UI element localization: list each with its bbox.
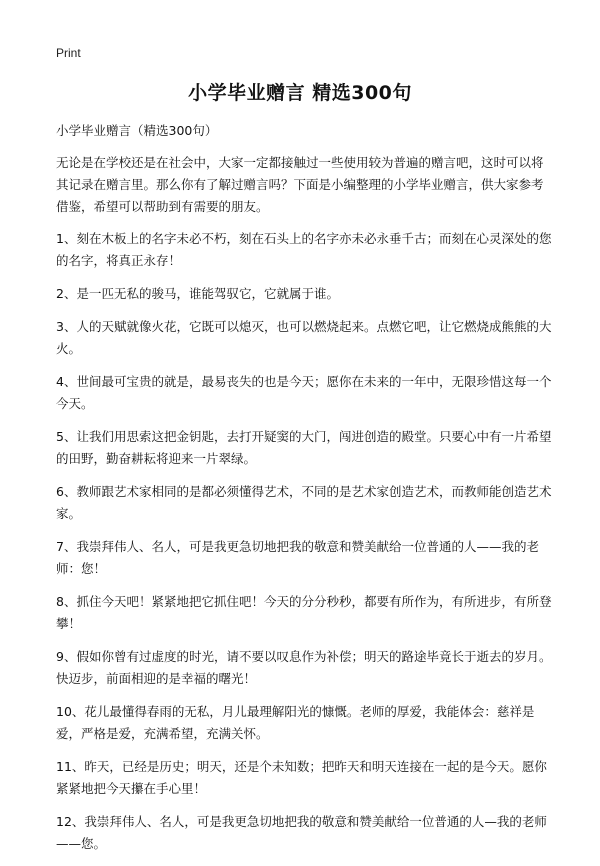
list-item: 4、世间最可宝贵的就是，最易丧失的也是今天；愿你在未来的一年中，无限珍惜这每一个今天。 xyxy=(56,374,552,411)
document-subtitle: 小学毕业赠言（精选300句） xyxy=(56,123,218,138)
page-title: 小学毕业赠言 精选300句 xyxy=(188,82,412,104)
list-item: 3、人的天赋就像火花，它既可以熄灭，也可以燃烧起来。点燃它吧，让它燃烧成熊熊的大火。 xyxy=(56,319,552,356)
list-item: 2、是一匹无私的骏马，谁能驾驭它，它就属于谁。 xyxy=(56,286,339,301)
list-item: 5、让我们用思索这把金钥匙，去打开疑窦的大门，闯进创造的殿堂。只要心中有一片希望的田野，勤奋耕耘将迎来一片翠绿。 xyxy=(56,429,552,466)
list-item: 12、我崇拜伟人、名人，可是我更急切地把我的敬意和赞美献给一位普通的人—我的老师——您。 xyxy=(56,814,547,851)
list-item: 8、抓住今天吧！紧紧地把它抓住吧！今天的分分秒秒，都要有所作为，有所进步，有所登攀！ xyxy=(56,594,552,631)
list-item: 7、我崇拜伟人、名人，可是我更急切地把我的敬意和赞美献给一位普通的人——我的老师：您！ xyxy=(56,539,539,576)
intro-paragraph: 无论是在学校还是在社会中，大家一定都接触过一些使用较为普遍的赠言吧，这时可以将其记录在赠言里。那么你有了解过赠言吗？下面是小编整理的小学毕业赠言，供大家参考借鉴，希望可以帮助到有需要的朋友。 xyxy=(56,155,544,214)
document-body xyxy=(56,120,552,866)
list-item: 9、假如你曾有过虚度的时光，请不要以叹息作为补偿；明天的路途毕竟长于逝去的岁月。快迈步，前面相迎的是幸福的曙光！ xyxy=(56,649,552,686)
list-item: 11、昨天，已经是历史；明天，还是个未知数；把昨天和明天连接在一起的是今天。愿你紧紧地把今天攥在手心里！ xyxy=(56,759,547,796)
list-item: 6、教师跟艺术家相同的是都必须懂得艺术，不同的是艺术家创造艺术，而教师能创造艺术家。 xyxy=(56,484,552,521)
list-item: 10、花儿最懂得春雨的无私，月儿最理解阳光的慷慨。老师的厚爱，我能体会：慈祥是爱，严格是爱，充满希望，充满关怀。 xyxy=(56,704,535,741)
list-item: 1、刻在木板上的名字未必不朽，刻在石头上的名字亦未必永垂千古；而刻在心灵深处的您的名字，将真正永存！ xyxy=(56,231,552,268)
quote-list xyxy=(56,228,552,855)
print-label[interactable]: Print xyxy=(56,46,81,60)
